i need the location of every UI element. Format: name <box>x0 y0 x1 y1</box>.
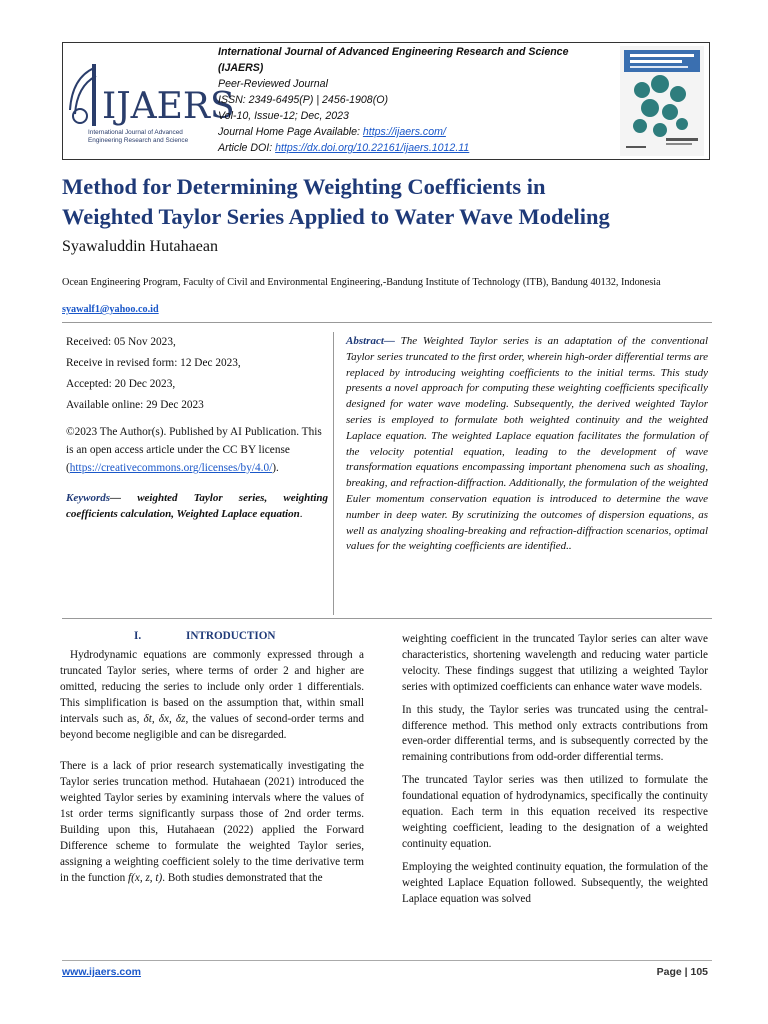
paragraph: The truncated Taylor series was then utilized to formulate the foundational equation of hydrodynamics, specifically the continuity equation. Each term in this equation received its respective weighting coefficient, leading to the designation of a weighted continuity equation. <box>402 774 708 850</box>
keywords-label: Keywords <box>66 492 110 504</box>
journal-logo <box>64 58 235 148</box>
divider <box>62 322 712 323</box>
paragraph: In this study, the Taylor series was truncated using the central-difference method. This method only extracts contributions from even-order differential terms, and is subsequently corrected by the remaining contributions from odd-order differential terms. <box>402 703 708 764</box>
section-title: INTRODUCTION <box>186 630 276 642</box>
footer-divider <box>62 960 712 961</box>
journal-abbrev: (IJAERS) <box>218 62 264 74</box>
keywords-list: weighted Taylor series, weighting coefficients calculation, Weighted Laplace equation <box>66 492 329 520</box>
article-info-panel <box>62 332 334 615</box>
keywords: Keywords— weighted Taylor series, weighting coefficients calculation, Weighted Laplace equation. <box>66 492 329 520</box>
affiliation: Ocean Engineering Program, Faculty of Civil and Environmental Engineering,-Bandung Institute of Technology (ITB), Bandung 40132, Indonesia <box>62 277 661 288</box>
volume-issue: Vol-10, Issue-12; Dec, 2023 <box>218 110 349 122</box>
author-email-link[interactable]: syawalf1@yahoo.co.id <box>62 304 159 315</box>
revised-date: Receive in revised form: 12 Dec 2023, <box>66 357 241 369</box>
abstract-label: Abstract <box>346 335 384 347</box>
logo-text: IJAERS <box>102 86 235 127</box>
copyright-notice: ©2023 The Author(s). Published by AI Publication. This is an open access article under the CC BY license (https://creativecommons.org/licenses/by/4.0/). <box>66 426 322 474</box>
body-column-right <box>402 632 708 908</box>
journal-cover-image <box>620 46 704 156</box>
article-title <box>62 172 712 232</box>
paragraph: Employing the weighted continuity equation, the formulation of the weighted Laplace Equation followed. Subsequently, the weighted Laplace equation was solved <box>402 860 708 905</box>
body-column-left <box>60 648 364 887</box>
doi-link[interactable]: https://dx.doi.org/10.22161/ijaers.1012.11 <box>275 142 470 154</box>
footer-website-link[interactable]: www.ijaers.com <box>62 966 141 978</box>
paragraph: There is a lack of prior research systematically investigating the Taylor series truncation method. Hutahaean (2021) introduced the weighted Taylor series by examining intervals where the values of 1st order terms significantly surpass those of 2nd order terms. Building upon this, Hutahaean (2022) applied the Forward Difference scheme to formulate the weighted Taylor series, assigning a weighting coefficient solely to the time derivative term in the function f(x, z, t). Both studies demonstrated that the <box>60 760 364 884</box>
logo-subtitle-1: International Journal of Advanced <box>88 129 183 136</box>
paragraph: Hydrodynamic equations are commonly expressed through a truncated Taylor series, where terms of order 2 and higher are omitted, reducing the series to include only order 1 differentials. This simplification is based on the assumption that, within small intervals such as, δt, δx, δz, the values of second-order terms and beyond become negligible and can be disregarded. <box>60 649 364 741</box>
journal-info <box>218 44 618 156</box>
title-line-2: Weighted Taylor Series Applied to Water Wave Modeling <box>62 204 610 229</box>
issn: ISSN: 2349-6495(P) | 2456-1908(O) <box>218 94 388 106</box>
doi-line: Article DOI: https://dx.doi.org/10.22161/ijaers.1012.11 <box>218 142 470 154</box>
logo-subtitle-2: Engineering Research and Science <box>88 137 189 144</box>
journal-name: International Journal of Advanced Engineering Research and Science <box>218 46 569 58</box>
divider <box>62 618 712 619</box>
paragraph: weighting coefficient in the truncated Taylor series can alter wave characteristics, shortening wavelength and reducing water particle velocity. These findings suggest that utilizing a weighted Taylor series with optimized coefficients can enhance water wave models. <box>402 633 708 693</box>
abstract: Abstract— The Weighted Taylor series is an adaptation of the conventional Taylor series truncated to the first order, wherein high-order differential terms are replaced by introducing weighting coefficients to the initial terms. This study presents a novel approach for computing these weighting coefficients specifically designed for water wave modeling. Subsequently, the derived weighted Taylor series is employed to formulate both weighted continuity and the weighted Laplace equation. The weighted Laplace equation facilitates the formulation of the velocity potential equation, leading to the development of wave transformation equations encompassing important phenomena such as shoaling, breaking, and refraction-diffraction. Additionally, the formulation of the weighted Euler momentum conservation equation is introduced to determine the wave number in deep water. By scrutinizing the outcomes of dispersion equations, as well as analyzing shoaling-breaking and refraction-diffraction scenarios, optimal values for the weighting coefficients are identified.. <box>346 335 709 553</box>
homepage-line: Journal Home Page Available: https://ijaers.com/ <box>218 126 446 138</box>
section-number: I. <box>134 630 142 642</box>
online-date: Available online: 29 Dec 2023 <box>66 399 204 411</box>
license-link[interactable]: https://creativecommons.org/licenses/by/4.0/ <box>69 462 273 474</box>
abstract-text: The Weighted Taylor series is an adaptation of the conventional Taylor series truncated to the first order, wherein high-order differential terms are replaced by introducing weighting coefficients to the initial terms. This study presents a novel approach for computing these weighting coefficients specifically designed for water wave modeling. Subsequently, the derived weighted Taylor series is employed to formulate both weighted continuity and the weighted Laplace equation. The weighted Laplace equation facilitates the formulation of the velocity potential equation, leading to the development of wave transformation equations encompassing important phenomena such as shoaling, breaking, and refraction-diffraction. Additionally, the formulation of the weighted Euler momentum conservation equation is introduced to determine the wave number in deep water. By scrutinizing the outcomes of dispersion equations, as well as analyzing shoaling-breaking and refraction-diffraction scenarios, optimal values for the weighting coefficients are identified.. <box>346 335 709 553</box>
author-name: Syawaluddin Hutahaean <box>62 238 218 255</box>
homepage-link[interactable]: https://ijaers.com/ <box>362 126 446 138</box>
accepted-date: Accepted: 20 Dec 2023, <box>66 378 176 390</box>
page-number: Page | 105 <box>656 966 708 978</box>
peer-reviewed-label: Peer-Reviewed Journal <box>218 78 328 90</box>
title-line-1: Method for Determining Weighting Coefficients in <box>62 174 546 199</box>
received-date: Received: 05 Nov 2023, <box>66 336 176 348</box>
